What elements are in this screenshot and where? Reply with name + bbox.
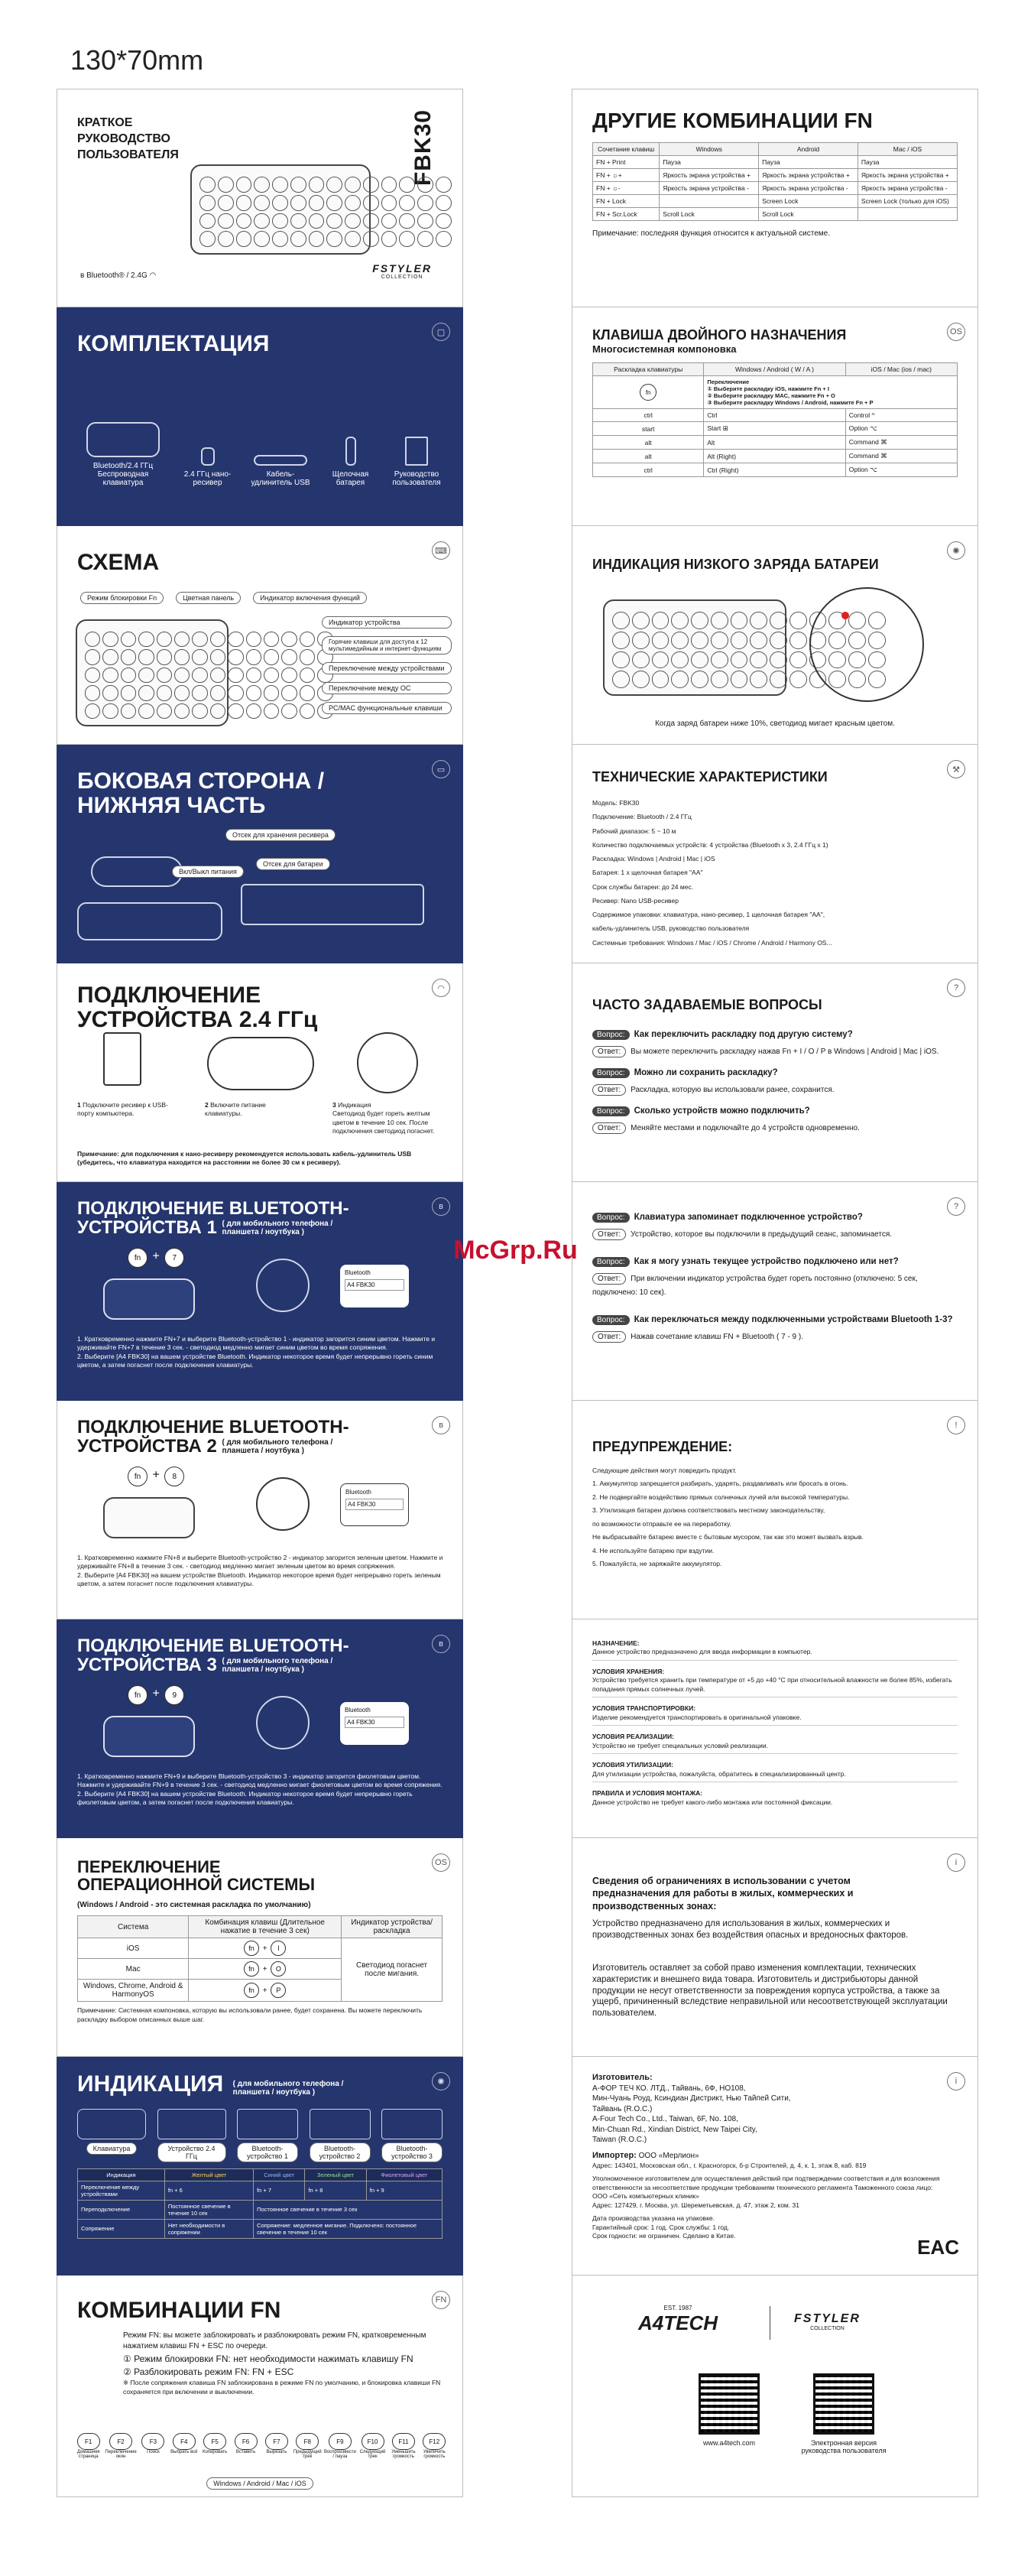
side-title: БОКОВАЯ СТОРОНА / НИЖНЯЯ ЧАСТЬ (77, 768, 325, 818)
bt3-zoom (256, 1696, 310, 1749)
fn-icon: FN (432, 2291, 450, 2309)
conn24-steps: 1 Подключите ресивер к USB-порту компьютера. 2 Включите питание клавиатуры. 3 Индикация Светодиод будет гореть желтым цветом в течение 10 сек. После подключения светодиод погаснет. (77, 1101, 435, 1135)
fkey: F10 (361, 2433, 384, 2450)
purpose-panel (572, 1619, 978, 1838)
complect-item: Руководство пользователя (386, 437, 447, 487)
table-row: Windows, Chrome, Android & HarmonyOS fn + P (78, 1980, 443, 2002)
side-view (91, 856, 183, 887)
other-fn-panel (572, 89, 978, 307)
bt2-device: Bluetooth A4 FBK30 (340, 1483, 409, 1526)
bt1-keys: fn + 7 (126, 1248, 186, 1268)
indication-title-row: ИНДИКАЦИЯ ( для мобильного телефона / планшета / ноутбука ) (77, 2071, 344, 2097)
fkey: F6 (235, 2433, 258, 2450)
fkey: F11 (392, 2433, 415, 2450)
table-row: FN + ☼- Яркость экрана устройства - Яркость экрана устройства - Яркость экрана устройства - (593, 182, 958, 195)
bt2-keyboard (103, 1497, 195, 1538)
complect-panel (57, 307, 463, 526)
table-row: ctrl Ctrl (Right) Option ⌥ (593, 463, 958, 477)
bluetooth-icon: ʙ (432, 1416, 450, 1434)
receiver-slot-label: Отсек для хранения ресивера (225, 827, 336, 841)
fkey: F4 (173, 2433, 196, 2450)
specs-panel (572, 745, 978, 963)
conn24-title: ПОДКЛЮЧЕНИЕ УСТРОЙСТВА 2.4 ГГц (77, 983, 318, 1032)
qr-website[interactable]: www.a4tech.com (687, 2373, 771, 2447)
other-fn-title: ДРУГИЕ КОМБИНАЦИИ FN (592, 109, 873, 132)
fkey: F1 (77, 2433, 100, 2450)
conn24-note: Примечание: для подключения к нано-ресиверу рекомендуется использовать кабель-удлинитель USB (убедитесь, что клавиатура находится на расстоянии не более 30 см к ресиверу). (77, 1150, 412, 1167)
right-column (572, 89, 978, 2497)
fn-combo-title: КОМБИНАЦИИ FN (77, 2298, 281, 2323)
battery-icon: ▭ (432, 760, 450, 778)
scheme-label: Индикатор включения функций (253, 592, 367, 604)
battery-zoom (809, 587, 924, 702)
faq1-panel (572, 963, 978, 1182)
question-icon: ? (947, 979, 965, 997)
scheme-keyboard (76, 619, 229, 726)
bt1-device: Bluetooth A4 FBK30 (340, 1265, 409, 1307)
bt1-title: ПОДКЛЮЧЕНИЕ BLUETOOTH- УСТРОЙСТВА 1 ( для мобильного телефона / планшета / ноутбука ) (77, 1198, 349, 1239)
keyboard-icon: ⌨ (432, 541, 450, 560)
question-icon: ? (947, 1197, 965, 1216)
table-row: alt Alt Command ⌘ (593, 436, 958, 450)
battery-panel (572, 526, 978, 745)
faq-item: Вопрос: Как я могу узнать текущее устройство подключено или нет? Ответ: При включении индикатор устройства будет гореть постоянно (отключено: 5 сек, подключено: 10 сек). (592, 1257, 918, 1297)
faq-item: Вопрос: Сколько устройств можно подключить? Ответ: Меняйте местами и подключайте до 4 устройств одновременно. (592, 1103, 958, 1134)
indicator-icon: ✺ (432, 2072, 450, 2090)
fstyler-logo: FSTYLER COLLECTION (794, 2312, 861, 2331)
size-label: 130*70mm (70, 44, 204, 76)
bt3-device: Bluetooth A4 FBK30 (340, 1702, 409, 1745)
scheme-label: Режим блокировки Fn (80, 592, 164, 604)
bt1-zoom (256, 1259, 310, 1312)
table-row: alt Alt (Right) Command ⌘ (593, 450, 958, 463)
scheme-top-labels (80, 592, 367, 604)
wrench-icon: ⚒ (947, 760, 965, 778)
os-subtitle: (Windows / Android - это системная раскладка по умолчанию) (77, 1901, 311, 1910)
table-row: Сопряжение Нет необходимости в сопряжении Сопряжение: медленное мигание. Подключено: постоянное свечение в течение 10 сек (78, 2219, 443, 2238)
warning-icon: ! (947, 1416, 965, 1434)
bt3-panel (57, 1619, 463, 1838)
scheme-label: Переключение между устройствами (322, 662, 452, 674)
keyboard-illustration (190, 164, 371, 255)
qr-code-icon (813, 2373, 874, 2435)
bottom-keyboard (77, 902, 222, 940)
battery-title: ИНДИКАЦИЯ НИЗКОГО ЗАРЯДА БАТАРЕИ (592, 557, 879, 572)
watermark: McGrp.Ru (453, 1236, 578, 1265)
indication-devices: Клавиатура Устройство 2.4 ГГц Bluetooth-устройство 1 Bluetooth-устройство 2 Bluetooth-устройство 3 (77, 2109, 443, 2162)
table-row: Mac fn + O (78, 1959, 443, 1980)
other-fn-table: Сочетание клавиш Windows Android Mac / iOS FN + Print Пауза Пауза Пауза FN + ☼+ Яркость экрана устройства + Яркость экрана устройства + Яркость экрана устройства + FN + ☼- Яркость экрана устройства - Яркость экрана устройства - Яркость экрана устройства - FN + Lock Screen Lock Screen Lock (только для iOS) FN + Scr.Lock Scroll Lock Scroll Lock (592, 142, 958, 221)
faq-item: Вопрос: Как переключить раскладку под другую систему? Ответ: Вы можете переключить раскладку нажав Fn + I / O / P в Windows | Android | Mac | iOS. (592, 1027, 958, 1057)
table-row: FN + Scr.Lock Scroll Lock Scroll Lock (593, 208, 958, 221)
limits-panel (572, 1838, 978, 2057)
fstyler-logo: FSTYLER COLLECTION (372, 262, 432, 280)
bt3-title: ПОДКЛЮЧЕНИЕ BLUETOOTH- УСТРОЙСТВА 3 ( для мобильного телефона / планшета / ноутбука ) (77, 1636, 349, 1676)
fkey: F5 (203, 2433, 226, 2450)
scheme-panel (57, 526, 463, 745)
dual-table: Раскладка клавиатуры Windows / Android ( W / A ) iOS / Mac (ios / mac) fn Переключение ① Выберите раскладку iOS, нажмите Fn + I ② Выберите раскладку MAC, нажмите Fn + O ③ Выберите раскладку Windows / Android, нажмите Fn + P ctrl Ctrl Control ^ start Start ⊞ Option ⌥ alt Alt Command ⌘ alt Alt (Right) Command ⌘ ctrl Ctrl (Right) Option ⌥ (592, 362, 958, 477)
faq-title: ЧАСТО ЗАДАВАЕМЫЕ ВОПРОСЫ (592, 997, 822, 1012)
bt2-keys: fn + 8 (126, 1467, 186, 1486)
warning-panel (572, 1401, 978, 1619)
purpose-list: НАЗНАЧЕНИЕ: Данное устройство предназначено для ввода информации в компьютер. УСЛОВИЯ ХРАНЕНИЯ: Устройство требуется хранить при температуре от +5 до +40 °С при относительной влажности не более 85%, избегать попадания прямых солнечных лучей. УСЛОВИЯ ТРАНСПОРТИРОВКИ: Изделие рекомендуется транспортировать в оригинальной упаковке. УСЛОВИЯ РЕАЛИЗАЦИИ: Устройство не требует специальных условий реализации. УСЛОВИЯ УТИЛИЗАЦИИ: Для утилизации устройства, пожалуйста, обратитесь в специализированный центр. ПРАВИЛА И УСЛОВИЯ МОНТАЖА: Данное устройство не требует какого-либо монтажа или постоянной фиксации. (592, 1639, 958, 1807)
bluetooth-icon: ʙ (80, 271, 85, 280)
bt2-title: ПОДКЛЮЧЕНИЕ BLUETOOTH- УСТРОЙСТВА 2 ( для мобильного телефона / планшета / ноутбука ) (77, 1417, 349, 1457)
fkey: F12 (423, 2433, 446, 2450)
scheme-label: Горячие клавиши для доступа к 12 мультимедийным и интернет-функциям (322, 636, 452, 655)
limits-title: Сведения об ограничениях в использовании с учетом предназначения для работы в жилых, коммерческих и производственных зонах: (592, 1876, 854, 1912)
complect-title: КОМПЛЕКТАЦИЯ (77, 331, 270, 356)
dual-panel (572, 307, 978, 526)
os-icon: OS (947, 323, 965, 341)
os-table: Система Комбинация клавиш (Длительное нажатие в течение 3 сек) Индикатор устройства/раскладка iOS fn + I Светодиод погаснет после мигания. Mac fn + O Windows, Chrome, Android & HarmonyOS fn + P (77, 1915, 443, 2002)
left-column (57, 89, 463, 2497)
fn-combo-panel (57, 2276, 463, 2497)
table-row: FN + Lock Screen Lock Screen Lock (только для iOS) (593, 195, 958, 208)
bt2-zoom (256, 1477, 310, 1531)
faq-item: Вопрос: Можно ли сохранить раскладку? Ответ: Раскладка, которую вы использовали ранее, сохранится. (592, 1065, 958, 1096)
qr-code-icon (699, 2373, 760, 2435)
fkey: F7 (265, 2433, 288, 2450)
bottom-view (241, 884, 424, 925)
faq-item: Вопрос: Клавиатура запоминает подключенное устройство? Ответ: Устройство, которое вы подключили в предыдущий сеанс, запоминается. (592, 1210, 958, 1240)
limits-p1: Устройство предназначено для использования в жилых, коммерческих и производственных зонах без воздействия опасных и вредоносных факторов. (592, 1918, 909, 1940)
info-icon: i (947, 2072, 965, 2090)
pc-illustration (103, 1032, 141, 1086)
warning-list: Следующие действия могут повредить продукт. 1. Аккумулятор запрещается разбирать, ударять, раздавливать или бросать в огонь. 2. Не подвергайте воздействию прямых солнечных лучей или высокой температуры. 3. Утилизация батареи должна соответствовать местному законодательству, по возможности отправьте ее на переработку. Не выбрасывайте батарею вместе с бытовым мусором, так как это может вызвать взрыв. 4. Не используйте батарею при вздутии. 5. Пожалуйста, не заряжайте аккумулятор. (592, 1467, 864, 1567)
scheme-label: PC/MAC функциональные клавиши (322, 702, 452, 714)
complect-item: Кабель-удлинитель USB (246, 455, 315, 487)
fn-combo-text: Режим FN: вы можете заблокировать и разблокировать режим FN, кратковременным нажатием клавиш FN + ESC по очереди. ① Режим блокировки FN: нет необходимости нажимать клавишу FN ② Разблокировать режим FN: FN + ESC ※ После сопряжения клавиша FN заблокирована в режиме FN по умолчанию, и блокировка клавиши FN сохраняется при включении и выключении. (123, 2331, 441, 2396)
bt2-panel (57, 1401, 463, 1619)
specs-title: ТЕХНИЧЕСКИЕ ХАРАКТЕРИСТИКИ (592, 769, 828, 784)
led-illustration (357, 1032, 418, 1093)
box-icon: ▢ (432, 323, 450, 341)
table-row: Переключение между устройствами fn + 6 fn + 7 fn + 8 fn + 9 (78, 2181, 443, 2200)
table-row: iOS fn + I Светодиод погаснет после мигания. (78, 1938, 443, 1959)
complect-item: Bluetooth/2.4 ГГц Беспроводная клавиатура (77, 422, 169, 487)
fkey: F8 (296, 2433, 319, 2450)
complect-item: 2.4 ГГц нано-ресивер (181, 447, 235, 487)
warning-title: ПРЕДУПРЕЖДЕНИЕ: (592, 1439, 733, 1454)
keyboard-keys (199, 177, 361, 247)
bluetooth-icon: ʙ (432, 1635, 450, 1653)
side-panel (57, 745, 463, 963)
table-row: FN + Print Пауза Пауза Пауза (593, 156, 958, 169)
cover-model: FBK30 (410, 109, 436, 187)
back-panel (572, 2276, 978, 2497)
cover-panel (57, 89, 463, 307)
scheme-label: Цветная панель (176, 592, 241, 604)
scheme-title: СХЕМА (77, 550, 160, 575)
os-icon: OS (432, 1853, 450, 1872)
specs-list: Модель: FBK30 Подключение: Bluetooth / 2.4 ГГц Рабочий диапазон: 5 ~ 10 м Количество подключаемых устройств: 4 устройства (Bluetooth x 3, 2.4 ГГц x 1) Раскладка: Windows | Android | Mac | iOS Батарея: 1 x щелочная батарея "AA" Срок службы батареи: до 24 мес. Ресивер: Nano USB-ресивер Содержимое упаковки: клавиатура, нано-ресивер, 1 щелочная батарея "AA", кабель-удлинитель USB, руководство пользователя Системные требования: Windows / Mac / iOS / Chrome / Android / Harmony OS... (592, 799, 832, 947)
bt1-keyboard (103, 1278, 195, 1320)
switch-illustration (207, 1037, 314, 1090)
red-led (841, 612, 849, 619)
bluetooth-badge: ʙ Bluetooth® / 2.4G ◠ (80, 271, 157, 280)
a4tech-logo: EST. 1987 A4TECH (638, 2305, 718, 2334)
battery-keyboard (603, 599, 786, 696)
scheme-right-labels (322, 616, 452, 714)
dual-title: КЛАВИША ДВОЙНОГО НАЗНАЧЕНИЯ (592, 327, 847, 343)
cover-title: КРАТКОЕ РУКОВОДСТВО ПОЛЬЗОВАТЕЛЯ (77, 116, 179, 161)
bt1-steps: 1. Кратковременно нажмите FN+7 и выберите Bluetooth-устройство 1 - индикатор загорится синим цветом. Нажмите и удерживайте FN+7 в течение 3 сек. - светодиод медленно мигает синим цветом во время сопряжения. 2. Выберите [A4 FBK30] на вашем устройстве Bluetooth. Индикатор некоторое время будет непрерывно гореть синим цветом, а затем погаснет после подключения клавиатуры. (77, 1335, 436, 1369)
battery-compartment-label: Отсек для батареи (256, 856, 330, 870)
os-title: ПЕРЕКЛЮЧЕНИЕ ОПЕРАЦИОННОЙ СИСТЕМЫ (77, 1857, 316, 1895)
table-row: fn Переключение ① Выберите раскладку iOS, нажмите Fn + I ② Выберите раскладку MAC, нажмите Fn + O ③ Выберите раскладку Windows / Android, нажмите Fn + P (593, 376, 958, 409)
wifi-icon: ◠ (432, 979, 450, 997)
faq-item: Вопрос: Как переключаться между подключенными устройствами Bluetooth 1-3? Ответ: Нажав сочетание клавиш FN + Bluetooth ( 7 - 9 ). (592, 1312, 958, 1343)
complect-item: Щелочная батарея (327, 437, 374, 487)
fkey-row: F1 Домашняя страница F2 Переключение окон F3 Поиск F4 Выбрать всё F5 Копировать F6 Вставить F7 Вырезать F8 Предыдущий трек F9 Воспроизвести / пауза F10 Следующий трек F11 Уменьшить громкость F12 Увеличить громкость (74, 2433, 449, 2459)
bt3-steps: 1. Кратковременно нажмите FN+9 и выберите Bluetooth-устройство 3 - индикатор загорится фиолетовым цветом. Нажмите и удерживайте FN+9 в течение 3 сек. - светодиод медленно мигает фиолетовым цветом во время сопряжения. 2. Выберите [A4 FBK30] на вашем устройстве Bluetooth. Индикатор некоторое время будет непрерывно гореть фиолетовым цветом, а затем погаснет после подключения клавиатуры. (77, 1772, 443, 1807)
indication-panel (57, 2057, 463, 2276)
qr-manual[interactable]: Электронная версия руководства пользователя (794, 2373, 893, 2454)
conn24-panel (57, 963, 463, 1182)
wifi-icon: ◠ (149, 271, 157, 280)
bt1-panel (57, 1182, 463, 1401)
limits-p2: Изготовитель оставляет за собой право изменения комплектации, технических характеристик и внешнего вида товара. Изготовитель и дистрибьюторы данной продукции не несут ответственности за повреждения корпуса устройства, а также за ущерб, причиненный вследствие неправильной или несоответствующей эксплуатации пользователем. (592, 1963, 948, 2019)
battery-caption: Когда заряд батареи ниже 10%, светодиод мигает красным цветом. (655, 720, 895, 728)
indication-table: Индикация Желтый цвет Синий цвет Зеленый цвет Фиолетовый цвет Переключение между устройствами fn + 6 fn + 7 fn + 8 fn + 9 Переподключение Постоянное свечение в течение 10 сек Постоянное свечение в течение 3 сек Сопряжение Нет необходимости в сопряжении Сопряжение: медленное мигание. Подключено: постоянное свечение в течение 10 сек (77, 2168, 443, 2239)
indicator-icon: ✺ (947, 541, 965, 560)
fn-os-footer: Windows / Android / Mac / iOS (57, 2476, 462, 2490)
faq2-panel (572, 1182, 978, 1401)
bluetooth-icon: ʙ (432, 1197, 450, 1216)
fkey: F2 (109, 2433, 132, 2450)
maker-text: Изготовитель: A-ФОР ТЕЧ КО. ЛТД., Тайвань, 6Ф, НО108, Мин-Чуань Роуд, Ксиндиан Дистрикт, Нью Тайпей Сити, Тайвань (R.O.C.) A-Four Tech Co., Ltd., Taiwan, 6F, No. 108, Min-Chuan Rd., Xindian District, New Taipei City, Taiwan (R.O.C.) Импортер: ООО «Мерлион» Адрес: 143401, Московская обл., г. Красногорск, б-р Строителей, д. 4, к. 1, этаж 8, каб. 819 Уполномоченное изготовителем для осуществления действий при подтверждении соответствия и для возложения ответственности за несоответствие продукции требованиям технического регламента Таможенного союза лицо: ООО «Сеть компьютерных клиник» Адрес: 127429, г. Москва, ул. Шереметьевская, д. 47, этаж 2, ком. 31 Дата производства указана на упаковке. Гарантийный срок: 1 год. Срок службы: 1 год. Срок годности: не ограничен. Сделано в Китае. (592, 2073, 940, 2240)
fkey: F3 (141, 2433, 164, 2450)
table-row: ctrl Ctrl Control ^ (593, 409, 958, 422)
table-row: FN + ☼+ Яркость экрана устройства + Яркость экрана устройства + Яркость экрана устройства + (593, 169, 958, 182)
fkey: F9 (329, 2433, 352, 2450)
other-fn-note: Примечание: последняя функция относится к актуальной системе. (592, 229, 830, 239)
os-panel (57, 1838, 463, 2057)
bt3-keyboard (103, 1716, 195, 1757)
info-icon: i (947, 1853, 965, 1872)
power-switch-label: Вкл/Выкл питания (172, 864, 244, 878)
os-note: Примечание: Системная компоновка, которую вы использовали ранее, будет сохранена. Вы можете переключить раскладку выбором описанных выше шаг. (77, 2006, 423, 2023)
bt3-keys: fn + 9 (126, 1685, 186, 1705)
eac-mark: EAC (917, 2236, 959, 2259)
scheme-label: Индикатор устройства (322, 616, 452, 629)
complect-items (77, 422, 447, 487)
bt2-steps: 1. Кратковременно нажмите FN+8 и выберите Bluetooth-устройство 2 - индикатор загорится зеленым цветом. Нажмите и удерживайте FN+8 в течение 3 сек. - светодиод медленно мигает зеленым цветом во время сопряжения. 2. Выберите [A4 FBK30] на вашем устройстве Bluetooth. Индикатор некоторое время будет непрерывно гореть зеленым цветом, а затем погаснет после подключения клавиатуры. (77, 1554, 443, 1588)
scheme-label: Переключение между ОС (322, 682, 452, 694)
table-row: start Start ⊞ Option ⌥ (593, 422, 958, 436)
dual-subtitle: Многосистемная компоновка (592, 343, 737, 355)
table-row: Переподключение Постоянное свечение в течение 10 сек Постоянное свечение в течение 3 сек (78, 2200, 443, 2219)
maker-panel (572, 2057, 978, 2276)
